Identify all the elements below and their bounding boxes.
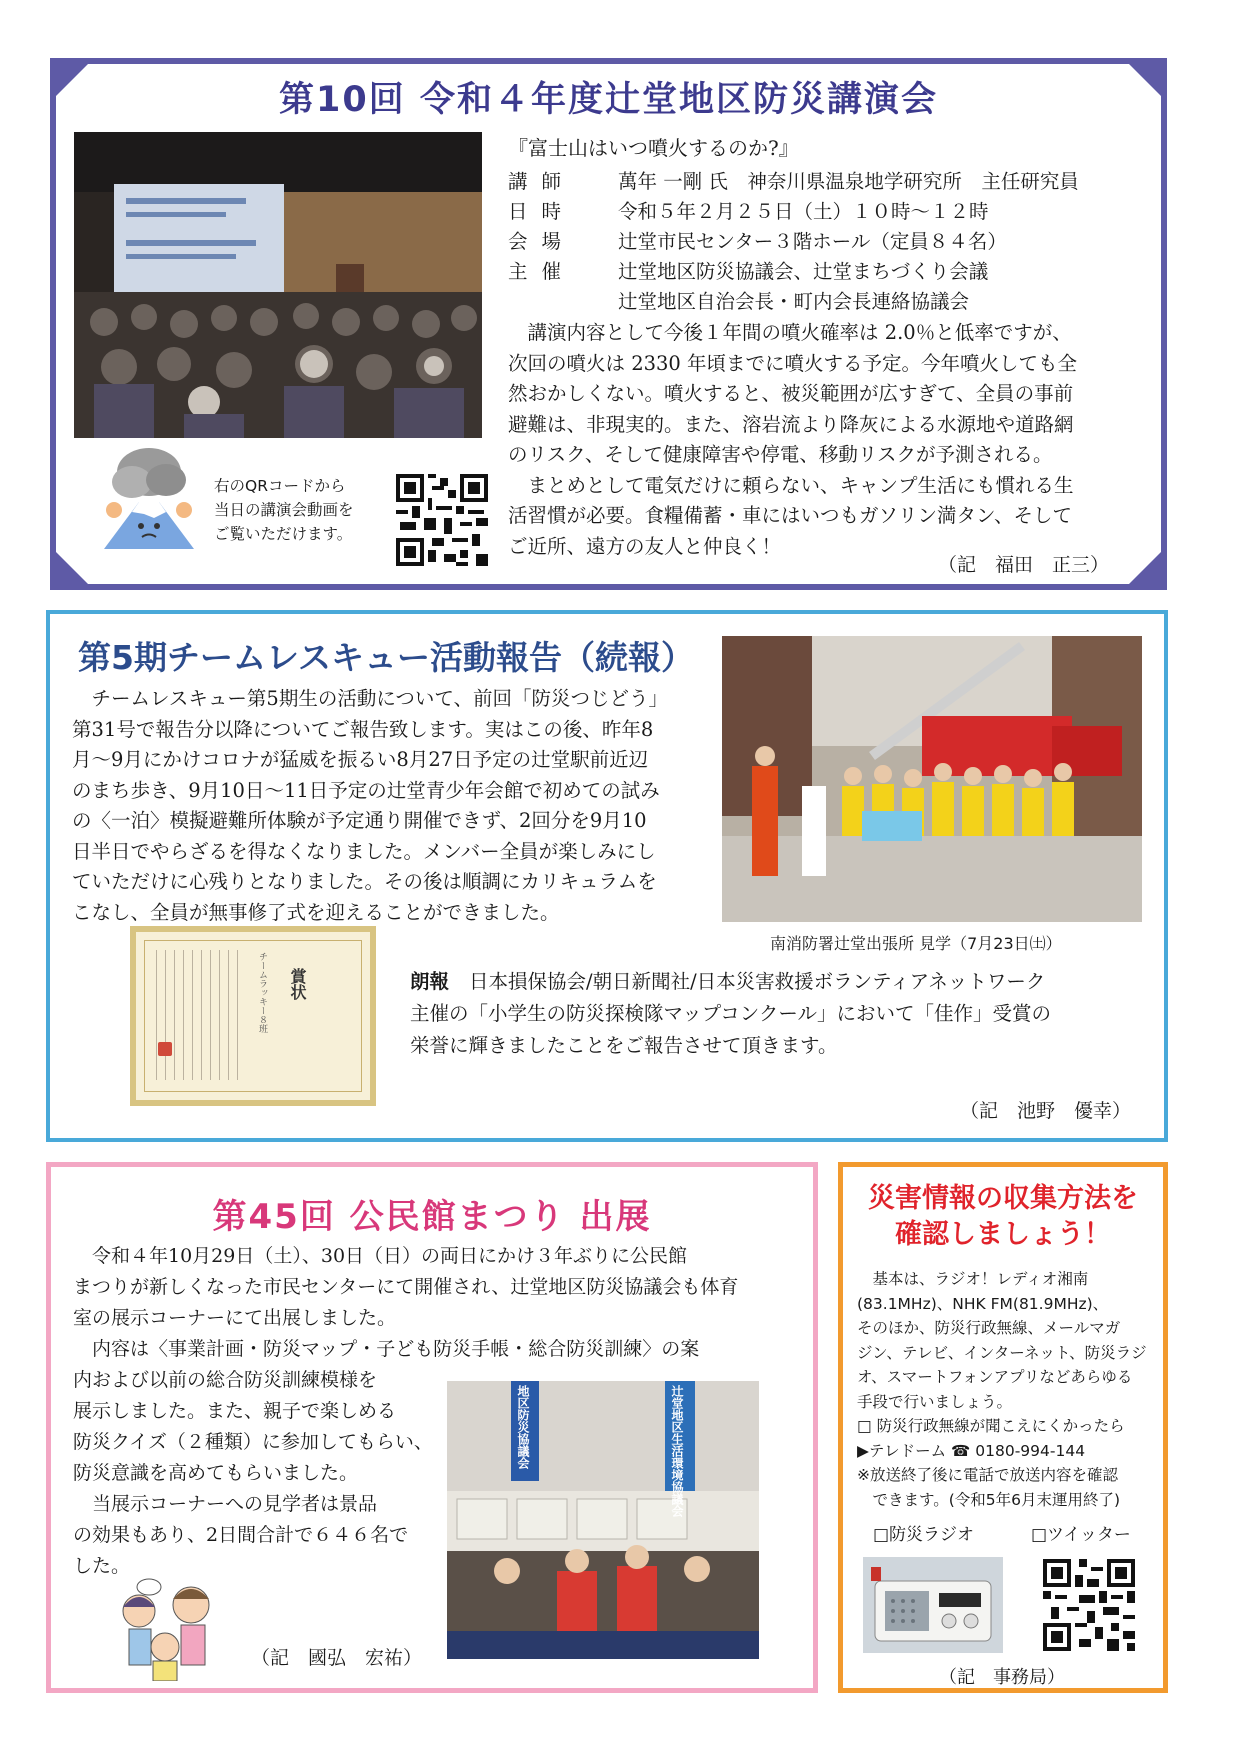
detail-row-date xyxy=(508,196,989,224)
detail-row-speaker xyxy=(508,166,1079,194)
body-line: 第31号で報告分以降についてご報告致します。実はこの後、昨年8 xyxy=(72,717,654,741)
detail-row-venue xyxy=(508,226,1007,254)
radio-label: □防災ラジオ xyxy=(873,1525,975,1545)
body-line: 然おかしくない。噴火すると、被災範囲が広すぎて、全員の事前 xyxy=(508,382,1074,405)
body-line: 活習慣が必要。食糧備蓄・車にはいつもガソリン満タン、そして xyxy=(508,504,1072,527)
award-announcement xyxy=(410,966,1150,1062)
detail-label: 会場 xyxy=(508,230,576,253)
festival-body xyxy=(73,1241,803,1365)
detail-value: 辻堂市民センター３階ホール（定員８４名） xyxy=(618,230,1007,253)
disaster-info-section xyxy=(838,1162,1168,1693)
body-line: ご近所、遠方の友人と仲良く！ xyxy=(508,534,782,558)
body-line: の効果もあり、2日間合計で６４６名で xyxy=(73,1524,409,1546)
body-line: □ 防災行政無線が聞こえにくかったら xyxy=(857,1417,1125,1435)
exhibit-photo xyxy=(447,1381,759,1659)
banner-environment-council: 辻堂地区生活環境協議会 xyxy=(670,1385,684,1517)
twitter-label: □ツイッター xyxy=(1031,1525,1131,1545)
body-line: オ、スマートフォンアプリなどあらゆる xyxy=(857,1368,1133,1386)
festival-title: 第45回 公民館まつり 出展 xyxy=(212,1197,652,1237)
lecture-subtitle: 『富士山はいつ噴火するのか?』 xyxy=(508,136,799,160)
banner-disaster-council: 地区防災協議会 xyxy=(516,1385,530,1469)
body-line: できます。(令和5年6月末運用終了) xyxy=(857,1490,1121,1509)
detail-label: 主催 xyxy=(508,260,576,283)
award-certificate-image xyxy=(130,926,376,1106)
detail-label: 講師 xyxy=(508,170,576,193)
body-line: 日半日でやらざるを得なくなりました。メンバー全員が楽しみにし xyxy=(72,839,656,863)
body-line: こなし、全員が無事修了式を迎えることができました。 xyxy=(72,900,560,924)
award-line: 栄誉に輝きましたことをご報告させて頂きます。 xyxy=(410,1034,838,1057)
detail-row-host xyxy=(508,256,988,284)
qr-caption-line: 当日の講演会動画を xyxy=(214,501,354,519)
disaster-info-credit: （記 事務局） xyxy=(939,1667,1065,1688)
qr-caption xyxy=(214,474,374,546)
award-line xyxy=(410,966,1150,998)
body-line: ※放送終了後に電話で放送内容を確認 xyxy=(857,1466,1118,1484)
body-line: 月～9月にかけコロナが猛威を振るい8月27日予定の辻堂駅前近辺 xyxy=(72,748,649,771)
festival-body-narrow xyxy=(73,1365,433,1582)
disaster-info-body xyxy=(857,1267,1157,1512)
rescue-team-credit: （記 池野 優幸） xyxy=(960,1100,1132,1122)
body-line: ていただけに心残りとなりました。その後は順調にカリキュラムを xyxy=(72,870,657,893)
body-line: 令和４年10月29日（土）、30日（日）の両日にかけ３年ぶりに公民館 xyxy=(73,1245,688,1267)
body-line: 防災クイズ（２種類）に参加してもらい、 xyxy=(73,1431,433,1453)
body-line: 室の展示コーナーにて出展しました。 xyxy=(73,1307,397,1329)
body-line: 展示しました。また、親子で楽しめる xyxy=(73,1400,397,1422)
detail-value: 辻堂地区自治会長・町内会長連絡協議会 xyxy=(618,290,970,313)
body-line: のリスク、そして健康障害や停電、移動リスクが予測される。 xyxy=(508,443,1053,466)
lecture-title: 第10回 令和４年度辻堂地区防災講演会 xyxy=(279,80,938,120)
award-label: 朗報 xyxy=(410,970,450,993)
lecture-details xyxy=(508,132,1148,582)
body-line: 基本は、ラジオ！レディオ湘南 xyxy=(857,1270,1089,1288)
certificate-title: 賞状 xyxy=(288,968,307,1000)
festival-credit: （記 國弘 宏祐） xyxy=(251,1647,423,1669)
family-quiz-illustration xyxy=(109,1577,229,1681)
lecture-credit: （記 福田 正三） xyxy=(938,554,1110,576)
certificate-seal xyxy=(158,1042,172,1056)
body-line: まつりが新しくなった市民センターにて開催され、辻堂地区防災協議会も体育 xyxy=(73,1276,739,1298)
body-line: ジン、テレビ、インターネット、防災ラジ xyxy=(857,1343,1147,1362)
detail-label: 日時 xyxy=(508,200,576,223)
rescue-team-section xyxy=(46,610,1168,1142)
body-line: した。 xyxy=(73,1555,131,1577)
body-line: チームレスキュー第5期生の活動について、前回「防災つじどう」 xyxy=(72,687,669,710)
detail-value: 辻堂地区防災協議会、辻堂まちづくり会議 xyxy=(618,260,989,283)
certificate-team: チームラッキー８班 xyxy=(257,952,267,1033)
volcano-illustration xyxy=(94,444,204,554)
body-line: まとめとして電気だけに頼らない、キャンプ生活にも慣れる生 xyxy=(508,473,1074,497)
detail-value: 萬年 一剛 氏 神奈川県温泉地学研究所 主任研究員 xyxy=(618,170,1079,193)
body-line: 当展示コーナーへの見学者は景品 xyxy=(73,1493,378,1515)
corner-decoration xyxy=(50,546,94,590)
lecture-video-qr-code[interactable] xyxy=(396,474,488,566)
fire-station-photo xyxy=(722,636,1142,922)
rescue-team-body xyxy=(72,684,752,928)
disaster-info-title xyxy=(843,1181,1163,1253)
body-line: 内および以前の総合防災訓練模様を xyxy=(73,1369,378,1391)
qr-caption-line: 右のQRコードから xyxy=(214,477,346,495)
award-line: 主催の「小学生の防災探検隊マップコンクール」において「佳作」受賞の xyxy=(410,1002,1051,1025)
body-line: 防災意識を高めてもらいました。 xyxy=(73,1462,359,1484)
body-line: 避難は、非現実的。また、溶岩流より降灰による水源地や道路網 xyxy=(508,412,1074,436)
detail-value: 令和５年２月２５日（土）１０時～１２時 xyxy=(618,200,989,223)
rescue-team-title: 第5期チームレスキュー活動報告（続報） xyxy=(78,638,694,677)
qr-caption-line: ご覧いただけます。 xyxy=(214,525,353,543)
lecture-hall-photo xyxy=(74,132,482,438)
lecture-body xyxy=(508,318,1158,562)
certificate-text-lines xyxy=(156,950,246,1080)
body-line: 手段で行いましょう。 xyxy=(857,1392,1013,1411)
title-line: 確認しましょう！ xyxy=(895,1219,1111,1250)
body-line: そのほか、防災行政無線、メールマガ xyxy=(857,1319,1121,1337)
detail-row-host-cont xyxy=(508,286,969,314)
disaster-radio-image xyxy=(863,1557,1003,1653)
body-line: の〈一泊〉模擬避難所体験が予定通り開催できず、2回分を9月10 xyxy=(72,809,647,832)
body-line: 次回の噴火は 2330 年頃までに噴火する予定。今年噴火しても全 xyxy=(508,351,1078,375)
lecture-section xyxy=(50,58,1167,590)
body-line: 内容は〈事業計画・防災マップ・子ども防災手帳・総合防災訓練〉の案 xyxy=(73,1338,700,1360)
telephone-number[interactable]: ▶テレドーム ☎ 0180-994-144 xyxy=(857,1441,1086,1460)
title-line: 災害情報の収集方法を xyxy=(868,1183,1138,1214)
body-line: のまち歩き、9月10日～11日予定の辻堂青少年会館で初めての試み xyxy=(72,778,660,802)
fire-station-photo-caption: 南消防署辻堂出張所 見学（7月23日㈯） xyxy=(770,934,1062,953)
twitter-qr-code[interactable] xyxy=(1043,1559,1135,1651)
award-text: 日本損保協会/朝日新聞社/日本災害救援ボランティアネットワーク xyxy=(469,970,1046,993)
body-line: (83.1MHz)、NHK FM(81.9MHz)、 xyxy=(857,1294,1109,1313)
festival-section xyxy=(46,1162,818,1693)
body-line: 講演内容として今後１年間の噴火確率は 2.0％と低率ですが、 xyxy=(508,321,1072,344)
